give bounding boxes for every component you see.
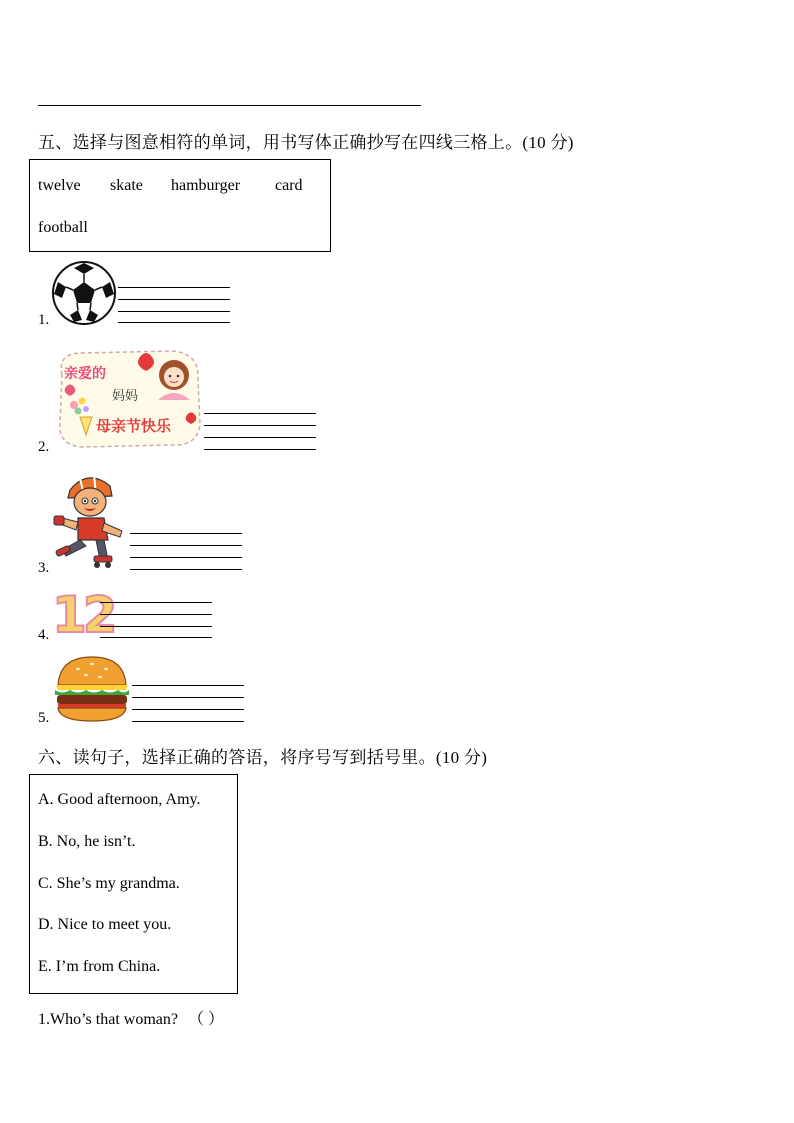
section5-heading: 五、选择与图意相符的单词，用书写体正确抄写在四线三格上。(10 分) (38, 133, 574, 152)
item-number: 4. (38, 627, 50, 643)
four-line-grid[interactable] (132, 685, 244, 722)
number-twelve-icon: 12 (52, 586, 114, 644)
four-line-grid[interactable] (204, 413, 316, 450)
word-bank-item: twelve (38, 177, 81, 194)
four-line-grid[interactable] (100, 602, 212, 638)
card-text: 亲爱的 (64, 366, 106, 382)
four-line-grid[interactable] (118, 287, 230, 323)
question-text: 1.Who’s that woman? (38, 1011, 178, 1028)
item-number: 2. (38, 439, 50, 455)
item-number: 5. (38, 710, 50, 726)
card-text: 母亲节快乐 (96, 417, 172, 435)
item-number: 3. (38, 560, 50, 576)
mothers-day-card-icon (52, 345, 202, 450)
four-line-grid[interactable] (130, 533, 242, 570)
word-bank-item: card (275, 177, 303, 194)
skating-boy-icon (50, 468, 132, 570)
word-bank-item: football (38, 219, 88, 236)
answer-options-box (29, 774, 238, 994)
word-bank-box (29, 159, 331, 252)
answer-option: D. Nice to meet you. (38, 916, 172, 933)
word-bank-item: skate (110, 177, 143, 194)
answer-option: B. No, he isn’t. (38, 833, 136, 850)
answer-option: A. Good afternoon, Amy. (38, 791, 201, 808)
word-bank-item: hamburger (171, 177, 241, 194)
answer-option: E. I’m from China. (38, 958, 161, 975)
section6-heading: 六、读句子，选择正确的答语，将序号写到括号里。(10 分) (38, 748, 488, 767)
answer-blank[interactable]: （ ） (187, 1011, 224, 1028)
soccer-ball-icon (50, 260, 118, 326)
hamburger-icon (52, 655, 132, 723)
question-1 (38, 1006, 224, 1029)
top-answer-line (38, 105, 421, 106)
item-number: 1. (38, 312, 50, 328)
card-text: 妈妈 (112, 389, 139, 404)
answer-option: C. She’s my grandma. (38, 875, 180, 892)
